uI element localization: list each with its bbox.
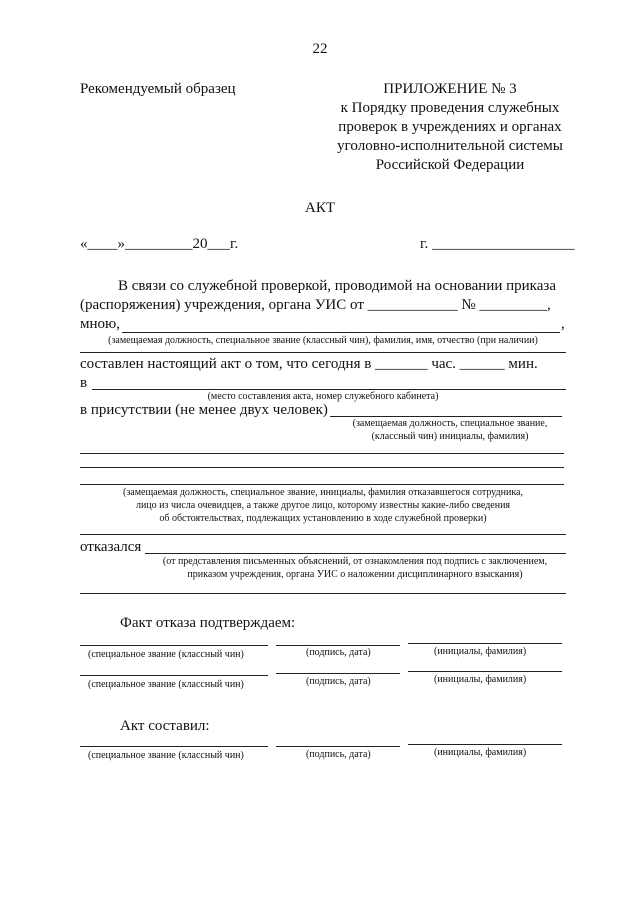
confirm-sign-line-1 <box>276 645 400 646</box>
refused-hint-1: (от представления письменных объяснений, от ознакомления под подпись с заключением, <box>162 556 548 567</box>
refused-label: отказался <box>80 539 142 555</box>
sample-label: Рекомендуемый образец <box>80 81 236 97</box>
composed-name-line <box>408 744 562 745</box>
appendix-line: проверок в учреждениях и органах <box>338 119 562 135</box>
refuser-hint-1: (замещаемая должность, специальное звание, инициалы, фамилия отказавшегося сотрудника, <box>122 487 523 498</box>
presence-hint-2: (классный чин) инициалы, фамилия) <box>371 431 529 442</box>
appendix-line: к Порядку проведения служебных <box>340 100 560 116</box>
composed-name-hint: (инициалы, фамилия) <box>434 747 527 758</box>
appendix-line: уголовно-исполнительной системы <box>337 138 563 154</box>
appendix-line: ПРИЛОЖЕНИЕ № 3 <box>383 81 517 97</box>
composed-rank-hint: (специальное звание (классный чин) <box>88 750 244 761</box>
refuser-line <box>80 484 564 485</box>
in-label: в <box>80 375 88 391</box>
presence-label: в присутствии (не менее двух человек) <box>80 402 328 418</box>
presence-line-2 <box>80 453 564 454</box>
compiled-text: составлен настоящий акт о том, что сегодня в _______ час. ______ мин. <box>80 356 538 372</box>
composed-sign-line <box>276 746 400 747</box>
confirm-sign-line-2 <box>276 673 400 674</box>
appendix-line: Российской Федерации <box>375 157 525 173</box>
composed-label: Акт составил: <box>120 718 210 734</box>
confirm-rank-hint-1: (специальное звание (классный чин) <box>88 649 244 660</box>
city-field: г. ___________________ <box>420 236 575 252</box>
confirm-rank-hint-2: (специальное звание (классный чин) <box>88 679 244 690</box>
by-me-hint: (замещаемая должность, специальное звание (классный чин), фамилия, имя, отчество (при наличии) <box>108 335 538 346</box>
confirm-sign-hint-2: (подпись, дата) <box>306 676 371 687</box>
basis-text-line-2: (распоряжения) учреждения, органа УИС от ____________ № _________, <box>80 297 551 313</box>
by-me-label: мною, <box>80 316 120 332</box>
confirm-rank-line-1 <box>80 645 268 646</box>
refused-hint-2: приказом учреждения, органа УИС о наложении дисциплинарного взыскания) <box>187 569 523 580</box>
confirm-name-line-1 <box>408 643 562 644</box>
refuser-line-2 <box>80 534 566 535</box>
basis-text-line-1: В связи со служебной проверкой, проводимой на основании приказа <box>118 278 556 294</box>
page-number: 22 <box>312 41 328 57</box>
refused-line <box>145 553 566 554</box>
by-me-line-2 <box>80 352 566 353</box>
refuser-hint-3: об обстоятельствах, подлежащих установлению в ходе служебной проверки) <box>159 513 487 524</box>
date-field: «____»_________20___г. <box>80 236 239 252</box>
place-line <box>92 389 566 390</box>
by-me-line <box>122 332 560 333</box>
confirm-sign-hint-1: (подпись, дата) <box>306 647 371 658</box>
confirm-name-hint-2: (инициалы, фамилия) <box>434 674 527 685</box>
presence-line-3 <box>80 467 564 468</box>
by-me-end: , <box>561 316 565 332</box>
composed-rank-line <box>80 746 268 747</box>
presence-hint-1: (замещаемая должность, специальное звание, <box>352 418 548 429</box>
refused-line-2 <box>80 593 566 594</box>
document-title: АКТ <box>305 200 335 216</box>
confirm-label: Факт отказа подтверждаем: <box>120 615 296 631</box>
confirm-name-line-2 <box>408 671 562 672</box>
composed-sign-hint: (подпись, дата) <box>306 749 371 760</box>
place-hint: (место составления акта, номер служебного кабинета) <box>207 391 439 402</box>
presence-line <box>330 416 562 417</box>
confirm-name-hint-1: (инициалы, фамилия) <box>434 646 527 657</box>
refuser-hint-2: лицо из числа очевидцев, а также другое лицо, которому известны какие-либо сведения <box>135 500 511 511</box>
confirm-rank-line-2 <box>80 675 268 676</box>
